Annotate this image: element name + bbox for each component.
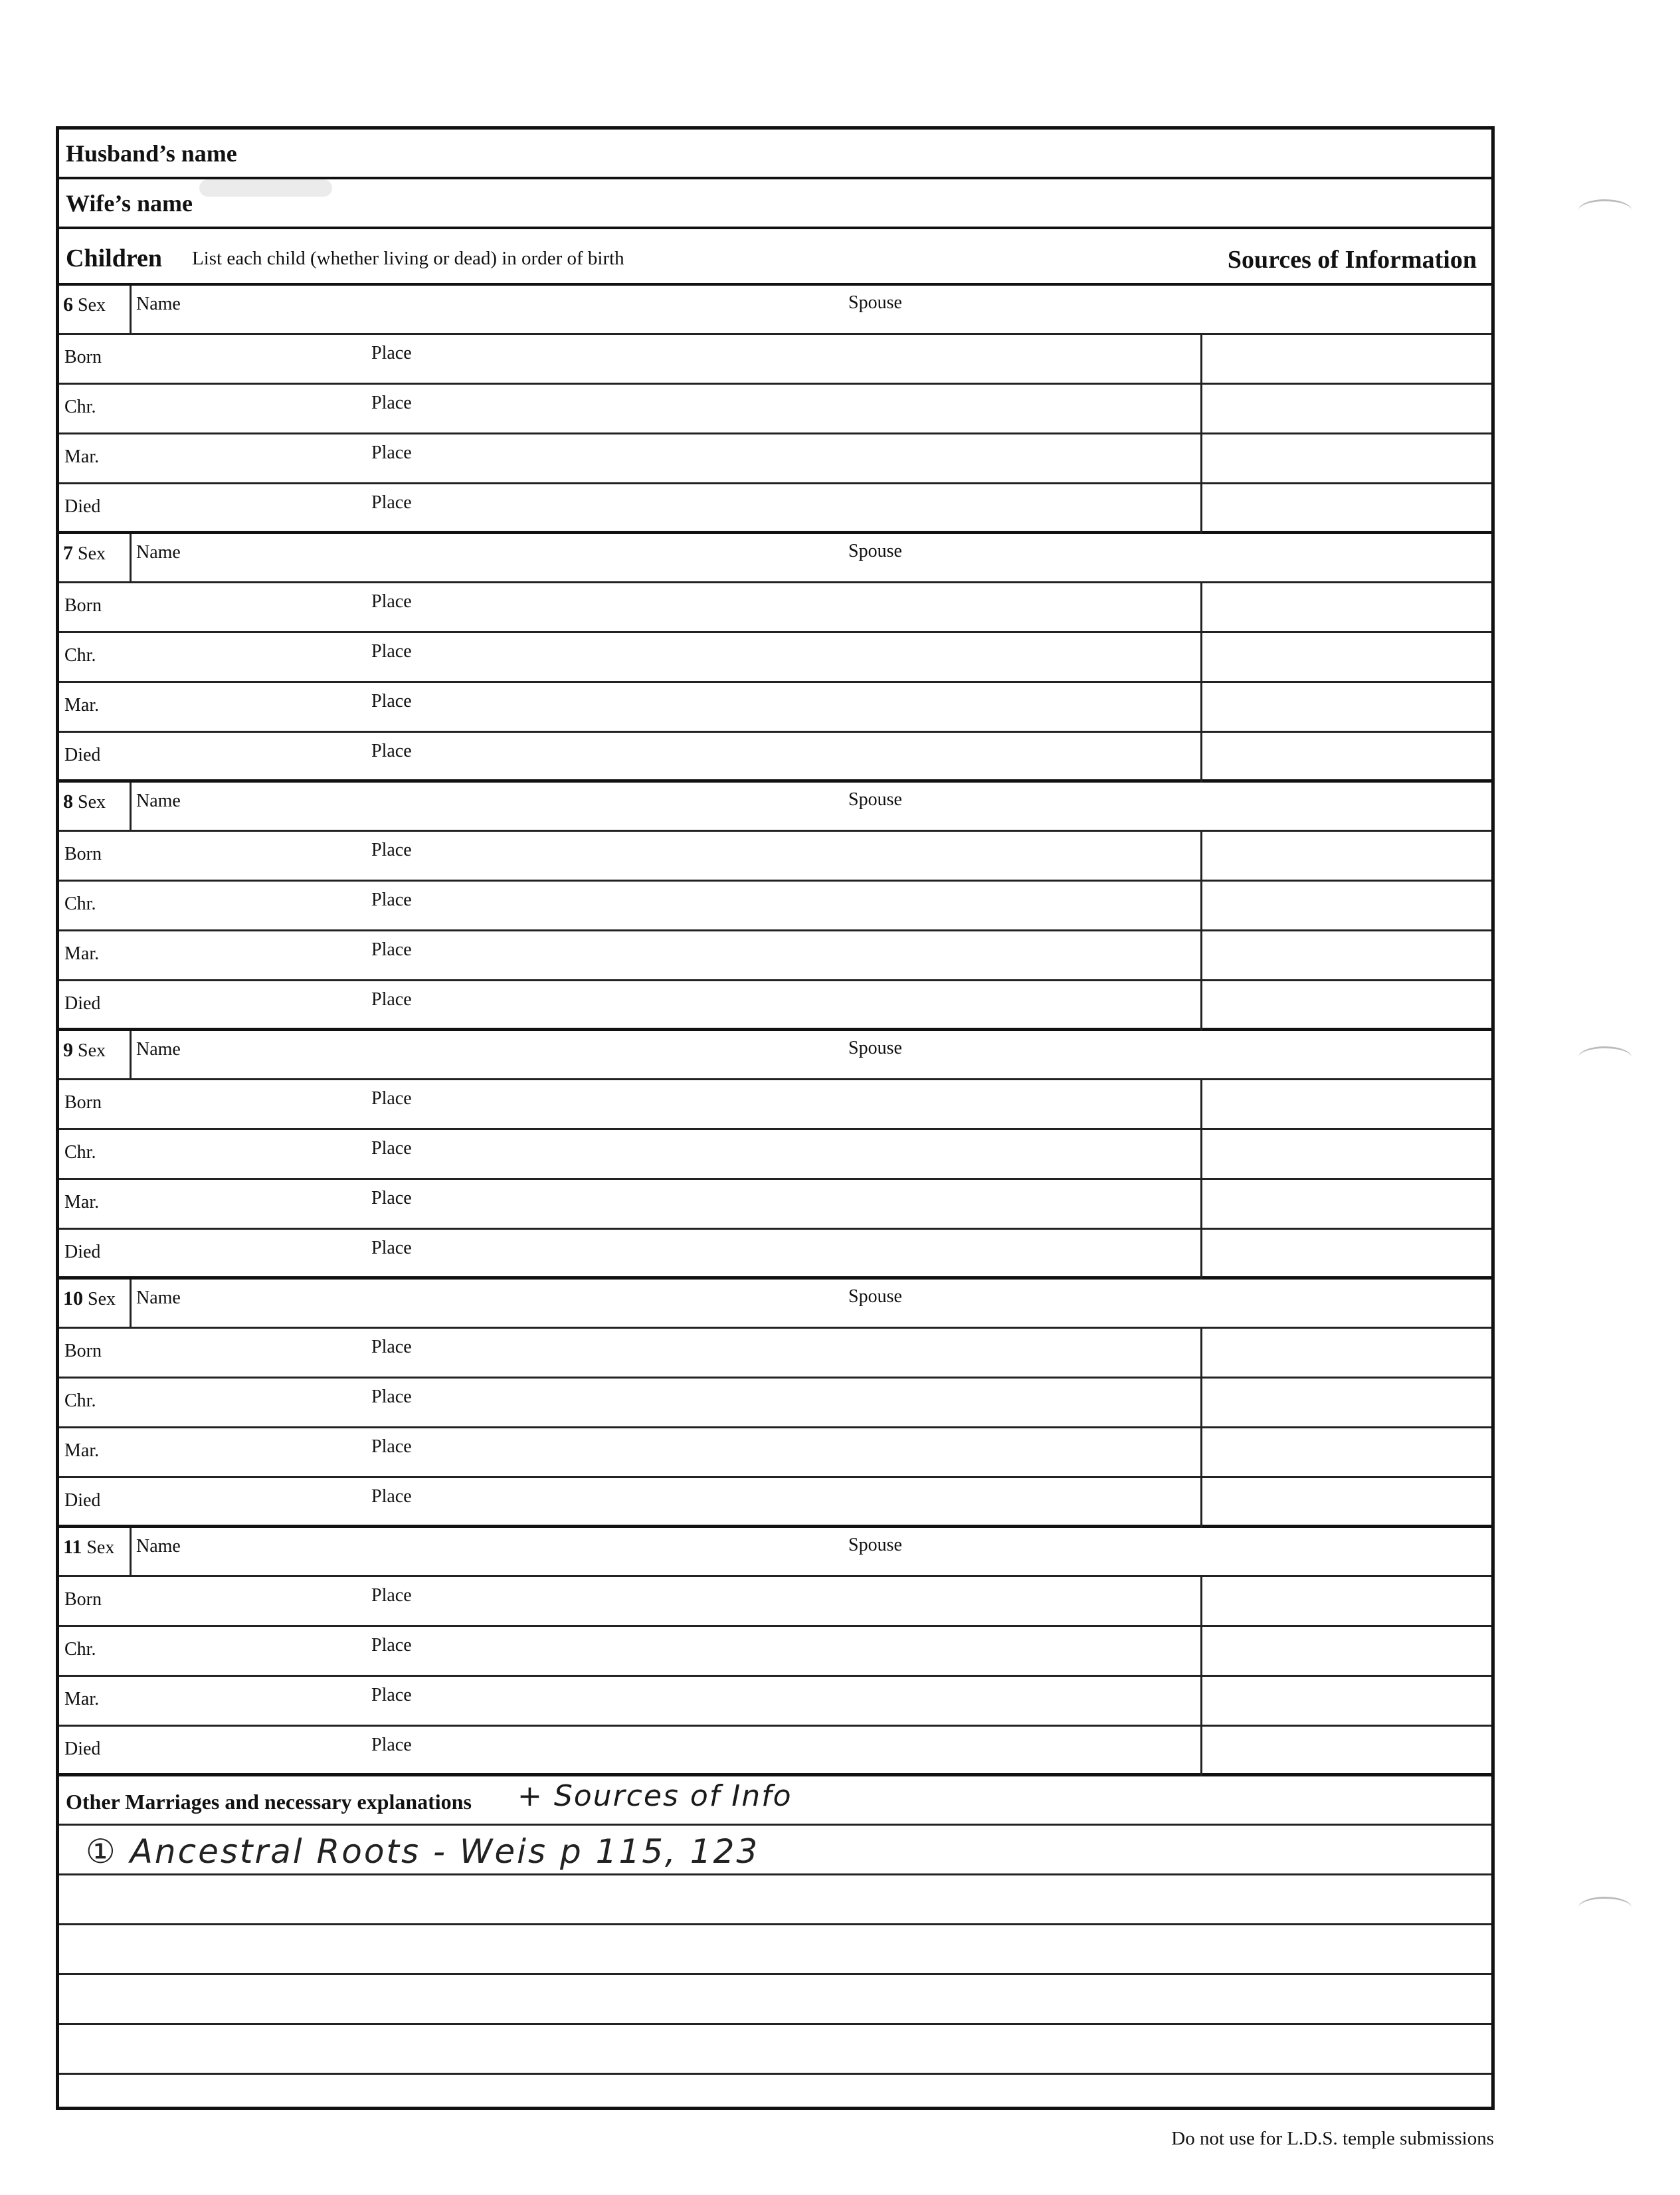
event-row[interactable] xyxy=(59,1230,1491,1280)
child-name-row[interactable] xyxy=(59,534,1491,583)
event-label: Died xyxy=(64,496,101,517)
source-column-divider xyxy=(1200,1379,1202,1426)
sex-label: Sex xyxy=(78,543,106,564)
place-label: Place xyxy=(371,1635,412,1656)
sex-label: Sex xyxy=(78,295,106,316)
event-label: Born xyxy=(64,347,102,367)
spouse-label: Spouse xyxy=(848,541,902,561)
place-label: Place xyxy=(371,989,412,1010)
event-row[interactable] xyxy=(59,385,1491,434)
family-group-form xyxy=(56,126,1495,2110)
source-column-divider xyxy=(1200,683,1202,731)
child-block xyxy=(59,286,1491,534)
name-label: Name xyxy=(136,791,181,811)
place-label: Place xyxy=(371,890,412,910)
place-label: Place xyxy=(371,840,412,860)
child-number-value: 7 xyxy=(63,542,73,564)
husband-name-row[interactable] xyxy=(59,130,1491,179)
child-block xyxy=(59,783,1491,1031)
source-column-divider xyxy=(1200,583,1202,631)
place-label: Place xyxy=(371,1138,412,1159)
child-block xyxy=(59,1528,1491,1776)
source-column-divider xyxy=(1200,633,1202,681)
spouse-label: Spouse xyxy=(848,1535,902,1555)
event-row[interactable] xyxy=(59,1677,1491,1727)
event-label: Chr. xyxy=(64,645,96,666)
child-number xyxy=(63,1536,114,1559)
event-row[interactable] xyxy=(59,1379,1491,1428)
child-number xyxy=(63,1288,116,1310)
explanation-line[interactable] xyxy=(59,1925,1491,1975)
event-label: Mar. xyxy=(64,943,100,964)
child-number-value: 8 xyxy=(63,791,73,812)
event-label: Chr. xyxy=(64,1390,96,1411)
number-divider xyxy=(130,1031,132,1080)
children-instruction: List each child (whether living or dead) in order of birth xyxy=(192,248,624,269)
event-row[interactable] xyxy=(59,683,1491,733)
place-label: Place xyxy=(371,1386,412,1407)
source-column-divider xyxy=(1200,1577,1202,1625)
event-label: Died xyxy=(64,1739,101,1759)
number-divider xyxy=(130,534,132,583)
event-label: Born xyxy=(64,1589,102,1610)
spouse-label: Spouse xyxy=(848,1038,902,1058)
source-column-divider xyxy=(1200,1727,1202,1776)
event-label: Mar. xyxy=(64,1440,100,1461)
spouse-label: Spouse xyxy=(848,1286,902,1307)
event-row[interactable] xyxy=(59,1080,1491,1130)
place-label: Place xyxy=(371,1436,412,1457)
source-column-divider xyxy=(1200,335,1202,383)
source-column-divider xyxy=(1200,1478,1202,1528)
source-column-divider xyxy=(1200,1627,1202,1675)
event-label: Born xyxy=(64,595,102,616)
child-block xyxy=(59,534,1491,783)
source-column-divider xyxy=(1200,981,1202,1031)
child-name-row[interactable] xyxy=(59,286,1491,335)
hole-punch-mark xyxy=(1578,199,1632,221)
source-column-divider xyxy=(1200,1180,1202,1228)
event-label: Born xyxy=(64,1092,102,1113)
place-label: Place xyxy=(371,741,412,761)
place-label: Place xyxy=(371,343,412,363)
place-label: Place xyxy=(371,492,412,513)
name-label: Name xyxy=(136,542,181,563)
event-row[interactable] xyxy=(59,633,1491,683)
children-header xyxy=(59,229,1491,286)
children-list xyxy=(59,286,1491,1776)
hole-punch-mark xyxy=(1578,1897,1632,1919)
event-row[interactable] xyxy=(59,882,1491,931)
husband-name-label: Husband’s name xyxy=(66,140,237,167)
spouse-label: Spouse xyxy=(848,789,902,810)
event-label: Died xyxy=(64,745,101,765)
number-divider xyxy=(130,1528,132,1577)
place-label: Place xyxy=(371,442,412,463)
event-row[interactable] xyxy=(59,1577,1491,1627)
event-row[interactable] xyxy=(59,1627,1491,1677)
child-block xyxy=(59,1280,1491,1528)
child-name-row[interactable] xyxy=(59,783,1491,832)
place-label: Place xyxy=(371,1238,412,1258)
explanation-line[interactable] xyxy=(59,1975,1491,2025)
event-row[interactable] xyxy=(59,335,1491,385)
spouse-label: Spouse xyxy=(848,292,902,313)
footer-note: Do not use for L.D.S. temple submissions xyxy=(1171,2128,1494,2149)
handwritten-source-note: ① Ancestral Roots - Weis p 115, 123 xyxy=(86,1832,760,1871)
event-label: Chr. xyxy=(64,397,96,417)
event-label: Died xyxy=(64,1242,101,1262)
explanation-line[interactable] xyxy=(59,2025,1491,2075)
source-column-divider xyxy=(1200,1329,1202,1377)
event-label: Chr. xyxy=(64,1639,96,1660)
source-column-divider xyxy=(1200,832,1202,880)
wife-name-row[interactable] xyxy=(59,179,1491,229)
event-label: Chr. xyxy=(64,894,96,914)
event-label: Mar. xyxy=(64,695,100,716)
source-column-divider xyxy=(1200,1080,1202,1128)
source-column-divider xyxy=(1200,1677,1202,1725)
place-label: Place xyxy=(371,1735,412,1755)
child-number xyxy=(63,294,106,316)
sex-label: Sex xyxy=(78,792,106,812)
place-label: Place xyxy=(371,691,412,712)
event-label: Chr. xyxy=(64,1142,96,1163)
other-marriages-label: Other Marriages and necessary explanations xyxy=(66,1790,472,1814)
sex-label: Sex xyxy=(86,1537,115,1558)
event-row[interactable] xyxy=(59,1180,1491,1230)
child-number-value: 6 xyxy=(63,294,73,316)
child-number xyxy=(63,1039,106,1062)
child-number xyxy=(63,791,106,813)
children-label: Children xyxy=(66,244,163,272)
name-label: Name xyxy=(136,1039,181,1060)
child-number-value: 9 xyxy=(63,1039,73,1061)
source-column-divider xyxy=(1200,484,1202,534)
other-marriages-header xyxy=(59,1776,1491,1826)
place-label: Place xyxy=(371,1685,412,1705)
event-label: Died xyxy=(64,1490,101,1511)
sex-label: Sex xyxy=(88,1289,116,1309)
hole-punch-mark xyxy=(1578,1046,1632,1068)
event-row[interactable] xyxy=(59,1428,1491,1478)
place-label: Place xyxy=(371,939,412,960)
source-column-divider xyxy=(1200,733,1202,783)
child-number-value: 11 xyxy=(63,1536,82,1558)
source-column-divider xyxy=(1200,931,1202,979)
number-divider xyxy=(130,1280,132,1329)
handwritten-header-note: + Sources of Info xyxy=(517,1779,793,1813)
explanation-line[interactable] xyxy=(59,2075,1491,2125)
event-label: Mar. xyxy=(64,1689,100,1709)
place-label: Place xyxy=(371,1337,412,1357)
event-row[interactable] xyxy=(59,583,1491,633)
child-number-value: 10 xyxy=(63,1288,83,1309)
place-label: Place xyxy=(371,1088,412,1109)
event-row[interactable] xyxy=(59,1130,1491,1180)
source-column-divider xyxy=(1200,1230,1202,1280)
place-label: Place xyxy=(371,1585,412,1606)
place-label: Place xyxy=(371,1188,412,1208)
source-column-divider xyxy=(1200,385,1202,432)
sources-label: Sources of Information xyxy=(1227,246,1477,274)
child-name-row[interactable] xyxy=(59,1280,1491,1329)
source-column-divider xyxy=(1200,1428,1202,1476)
other-marriages-section xyxy=(59,1776,1491,2125)
event-row[interactable] xyxy=(59,484,1491,534)
child-name-row[interactable] xyxy=(59,1528,1491,1577)
event-label: Died xyxy=(64,993,101,1014)
name-label: Name xyxy=(136,1536,181,1557)
child-block xyxy=(59,1031,1491,1280)
event-row[interactable] xyxy=(59,733,1491,783)
event-row[interactable] xyxy=(59,832,1491,882)
source-column-divider xyxy=(1200,1130,1202,1178)
event-row[interactable] xyxy=(59,1727,1491,1776)
wife-name-label: Wife’s name xyxy=(66,189,193,217)
place-label: Place xyxy=(371,641,412,662)
event-row[interactable] xyxy=(59,1329,1491,1379)
name-label: Name xyxy=(136,1288,181,1308)
number-divider xyxy=(130,783,132,832)
name-label: Name xyxy=(136,294,181,314)
event-label: Mar. xyxy=(64,1192,100,1212)
event-row[interactable] xyxy=(59,1478,1491,1528)
place-label: Place xyxy=(371,1486,412,1507)
event-label: Mar. xyxy=(64,446,100,467)
source-column-divider xyxy=(1200,434,1202,482)
event-row[interactable] xyxy=(59,434,1491,484)
event-label: Born xyxy=(64,1341,102,1361)
child-name-row[interactable] xyxy=(59,1031,1491,1080)
place-label: Place xyxy=(371,393,412,413)
place-label: Place xyxy=(371,591,412,612)
explanation-line[interactable] xyxy=(59,1826,1491,1875)
event-label: Born xyxy=(64,844,102,864)
event-row[interactable] xyxy=(59,931,1491,981)
event-row[interactable] xyxy=(59,981,1491,1031)
explanation-line[interactable] xyxy=(59,1875,1491,1925)
number-divider xyxy=(130,286,132,335)
source-column-divider xyxy=(1200,882,1202,929)
child-number xyxy=(63,542,106,565)
sex-label: Sex xyxy=(78,1040,106,1061)
